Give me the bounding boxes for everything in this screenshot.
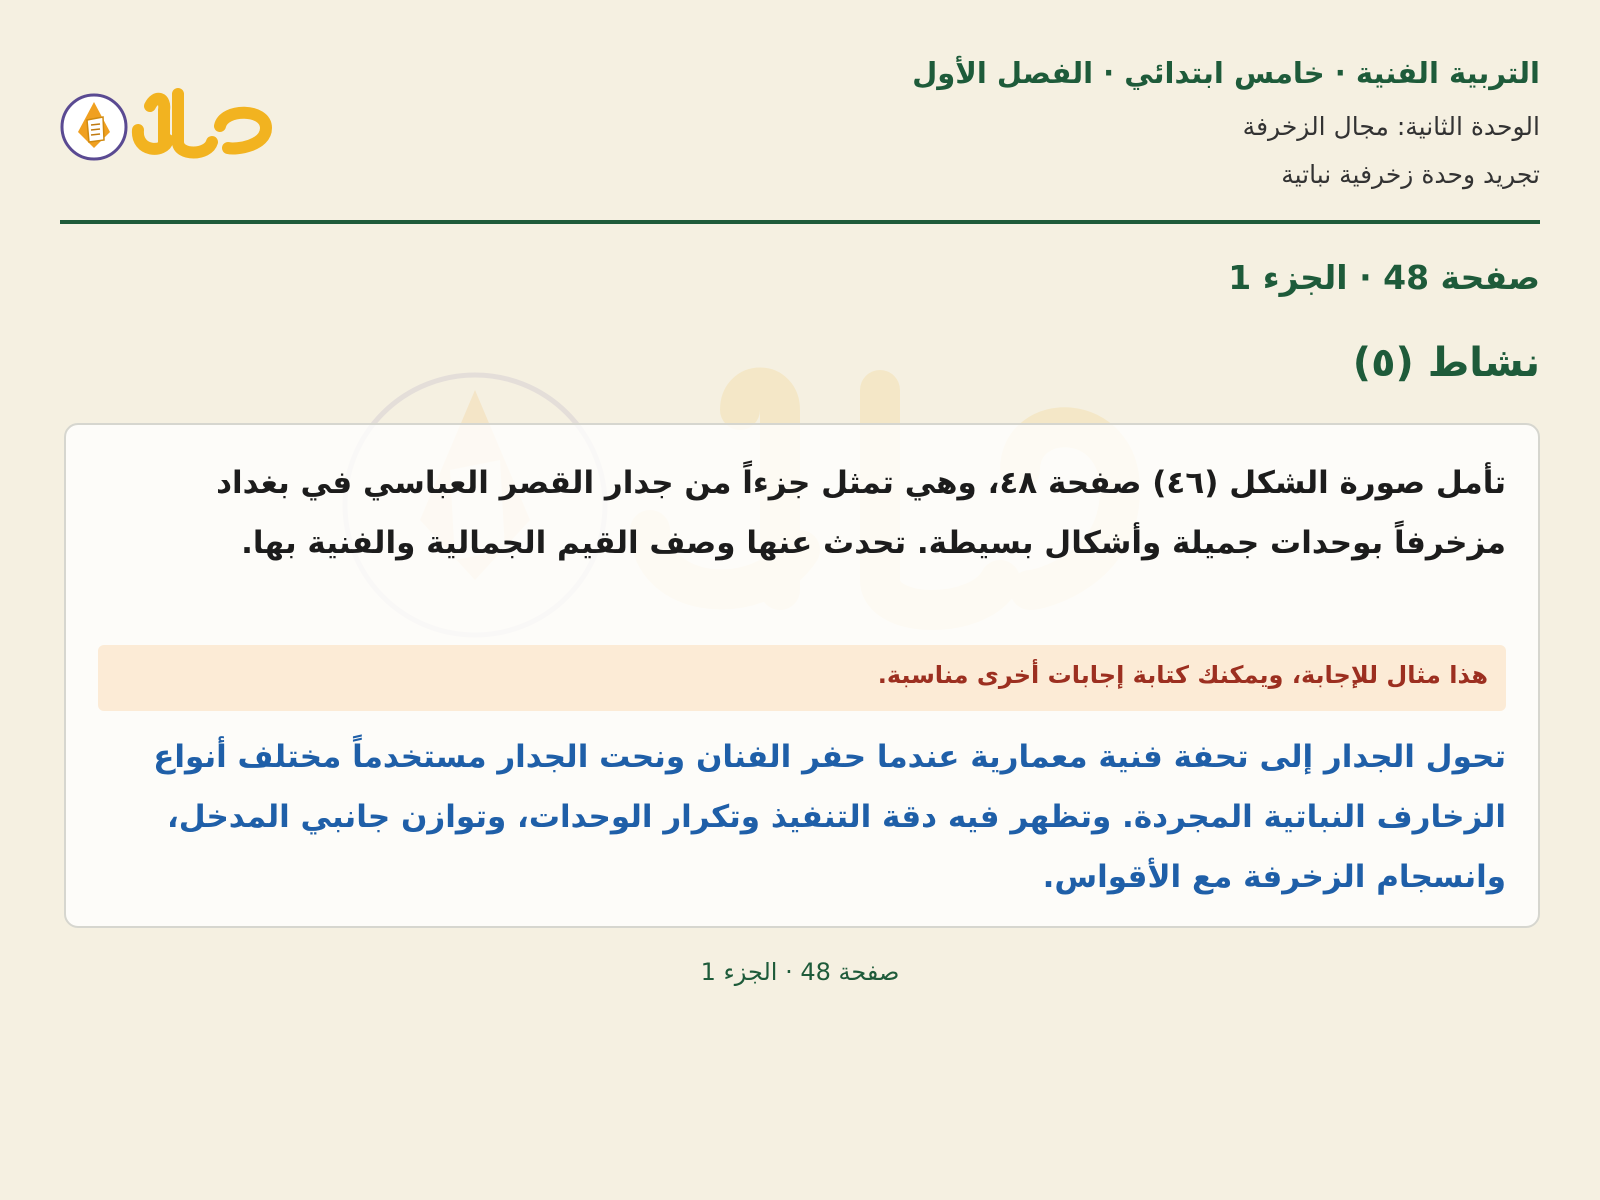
page [60,0,1540,1200]
hulool-logo[interactable] [60,80,280,170]
answer-note-text: هذا مثال للإجابة، ويمكنك كتابة إجابات أخرى مناسبة. [877,661,1488,689]
unit-title: الوحدة الثانية: مجال الزخرفة [1242,112,1540,141]
footer-page-reference: صفحة 48 · الجزء 1 [700,958,900,986]
answer-note [98,645,1506,711]
header-divider [60,220,1540,224]
answer-text: تحول الجدار إلى تحفة فنية معمارية عندما حفر الفنان ونحت الجدار مستخدماً مختلف أنواع الزخارف النباتية المجردة. وتظهر فيه دقة التنفيذ وتكرار الوحدات، وتوازن جانبي المدخل، وانسجام الزخرفة مع الأقواس. [153,739,1506,895]
question-text: تأمل صورة الشكل (٤٦) صفحة ٤٨، وهي تمثل جزءاً من جدار القصر العباسي في بغداد مزخرفاً بوحدات جميلة وأشكال بسيطة. تحدث عنها وصف القيم الجمالية والفنية بها. [216,465,1506,561]
activity-card [64,423,1540,928]
page-reference: صفحة 48 · الجزء 1 [1228,258,1540,297]
header [60,52,1540,222]
lesson-title: تجريد وحدة زخرفية نباتية [1281,160,1540,189]
activity-title: نشاط (٥) [1352,340,1540,386]
subject-title: التربية الفنية · خامس ابتدائي · الفصل الأول [912,56,1540,90]
